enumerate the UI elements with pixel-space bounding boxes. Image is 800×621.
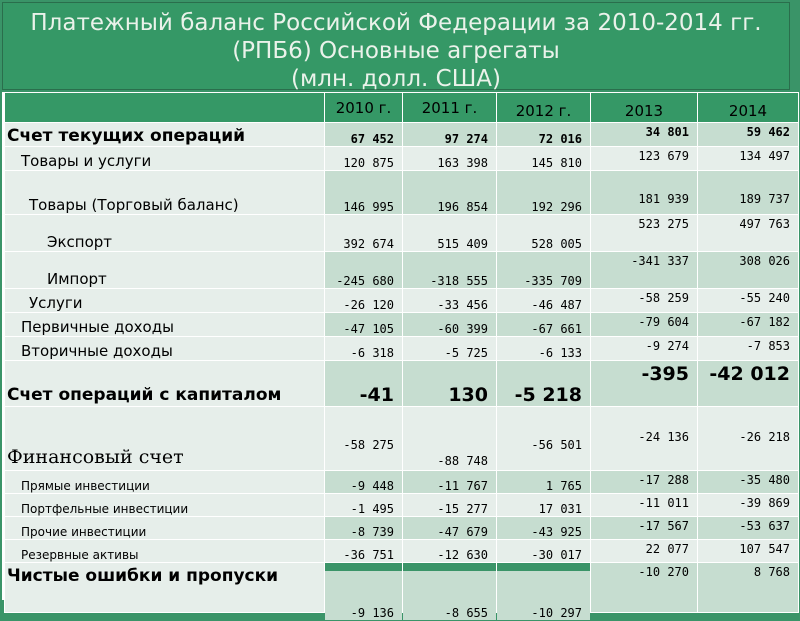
cell-value: 1 765 [497, 471, 591, 494]
row-label: Резервные активы [5, 540, 325, 563]
cell-value: -6 318 [325, 337, 403, 361]
cell-value: -26 120 [325, 289, 403, 313]
row-label: Первичные доходы [5, 313, 325, 337]
table-row [5, 289, 799, 313]
cell-value: -9 136 [325, 571, 403, 621]
cell-value: -26 218 [698, 407, 799, 471]
table-row [5, 471, 799, 494]
cell-value: 22 077 [591, 540, 698, 563]
table-row [5, 147, 799, 171]
cell-value: -10 297 [497, 571, 591, 621]
cell-value: 97 274 [403, 123, 497, 147]
cell-value: -47 105 [325, 313, 403, 337]
cell-value: -7 853 [698, 337, 799, 361]
row-label: Товары (Торговый баланс) [5, 171, 325, 215]
balance-of-payments-table [4, 92, 799, 620]
cell-value: 308 026 [698, 252, 799, 289]
row-label: Счет операций с капиталом [5, 361, 325, 407]
cell-value: -41 [325, 361, 403, 407]
row-label: Услуги [5, 289, 325, 313]
cell-value: 192 296 [497, 171, 591, 215]
cell-value: -79 604 [591, 313, 698, 337]
table-row [5, 361, 799, 407]
cell-value: -11 011 [591, 494, 698, 517]
row-label: Товары и услуги [5, 147, 325, 171]
table-row [5, 540, 799, 563]
cell-value: -58 259 [591, 289, 698, 313]
cell-value: -318 555 [403, 252, 497, 289]
cell-value: -39 869 [698, 494, 799, 517]
balance-table-container [2, 92, 798, 620]
cell-value: -341 337 [591, 252, 698, 289]
cell-value: -53 637 [698, 517, 799, 540]
cell-value: -395 [591, 361, 698, 407]
cell-value: 8 768 [698, 563, 799, 613]
cell-value: -9 448 [325, 471, 403, 494]
cell-value: -10 270 [591, 563, 698, 613]
cell-value: 163 398 [403, 147, 497, 171]
cell-value: -8 655 [403, 571, 497, 621]
cell-value: 146 995 [325, 171, 403, 215]
table-row [5, 337, 799, 361]
row-label: Чистые ошибки и пропуски [5, 563, 325, 613]
title-line-2: (РПБ6) Основные агрегаты [232, 38, 560, 64]
cell-value: -58 275 [325, 407, 403, 471]
cell-value: -67 661 [497, 313, 591, 337]
cell-value: 134 497 [698, 147, 799, 171]
cell-value: 59 462 [698, 123, 799, 147]
cell-value: -15 277 [403, 494, 497, 517]
row-label: Прямые инвестиции [5, 471, 325, 494]
table-row [5, 563, 799, 613]
cell-value: 67 452 [325, 123, 403, 147]
table-row [5, 313, 799, 337]
header-year-2012: 2012 г. [497, 93, 591, 123]
cell-value: -9 274 [591, 337, 698, 361]
cell-value: 528 005 [497, 215, 591, 252]
table-row [5, 171, 799, 215]
cell-value: -36 751 [325, 540, 403, 563]
cell-value: -35 480 [698, 471, 799, 494]
header-year-2011: 2011 г. [403, 93, 497, 123]
cell-value: 181 939 [591, 171, 698, 215]
table-row [5, 123, 799, 147]
row-label: Экспорт [5, 215, 325, 252]
cell-value: -88 748 [403, 407, 497, 471]
table-row [5, 517, 799, 540]
row-label: Счет текущих операций [5, 123, 325, 147]
table-row [5, 407, 799, 471]
cell-value: 523 275 [591, 215, 698, 252]
cell-value: -43 925 [497, 517, 591, 540]
header-blank-cell [5, 93, 325, 123]
cell-value: -67 182 [698, 313, 799, 337]
cell-value: -33 456 [403, 289, 497, 313]
cell-value: 145 810 [497, 147, 591, 171]
cell-value: 17 031 [497, 494, 591, 517]
cell-value: -55 240 [698, 289, 799, 313]
title-line-1: Платежный баланс Российской Федерации за 2010-2014 гг. [30, 10, 762, 36]
cell-value: -5 725 [403, 337, 497, 361]
header-year-2010: 2010 г. [325, 93, 403, 123]
cell-value: 123 679 [591, 147, 698, 171]
cell-value: 72 016 [497, 123, 591, 147]
title-line-3: (млн. долл. США) [290, 66, 502, 92]
row-label: Прочие инвестиции [5, 517, 325, 540]
row-label: Импорт [5, 252, 325, 289]
header-year-2013: 2013 [591, 93, 698, 123]
cell-value: -47 679 [403, 517, 497, 540]
cell-value: -12 630 [403, 540, 497, 563]
cell-value: -24 136 [591, 407, 698, 471]
table-header-row [5, 93, 799, 123]
cell-value: -5 218 [497, 361, 591, 407]
table-row [5, 252, 799, 289]
cell-value: -17 288 [591, 471, 698, 494]
cell-value: -245 680 [325, 252, 403, 289]
cell-value: 392 674 [325, 215, 403, 252]
cell-value: -30 017 [497, 540, 591, 563]
cell-value: 196 854 [403, 171, 497, 215]
table-row [5, 494, 799, 517]
row-label: Портфельные инвестиции [5, 494, 325, 517]
cell-value: -6 133 [497, 337, 591, 361]
cell-value: -17 567 [591, 517, 698, 540]
cell-value: 515 409 [403, 215, 497, 252]
cell-value: -335 709 [497, 252, 591, 289]
cell-value: -8 739 [325, 517, 403, 540]
cell-value: -46 487 [497, 289, 591, 313]
cell-value: -42 012 [698, 361, 799, 407]
cell-value: 497 763 [698, 215, 799, 252]
table-row [5, 215, 799, 252]
cell-value: -1 495 [325, 494, 403, 517]
row-label: Вторичные доходы [5, 337, 325, 361]
cell-value: -60 399 [403, 313, 497, 337]
row-label: Финансовый счет [5, 407, 325, 471]
cell-value: 130 [403, 361, 497, 407]
cell-value: 107 547 [698, 540, 799, 563]
slide-title [2, 2, 790, 90]
cell-value: 120 875 [325, 147, 403, 171]
cell-value: -11 767 [403, 471, 497, 494]
header-year-2014: 2014 [698, 93, 799, 123]
cell-value: -56 501 [497, 407, 591, 471]
cell-value: 189 737 [698, 171, 799, 215]
cell-value: 34 801 [591, 123, 698, 147]
